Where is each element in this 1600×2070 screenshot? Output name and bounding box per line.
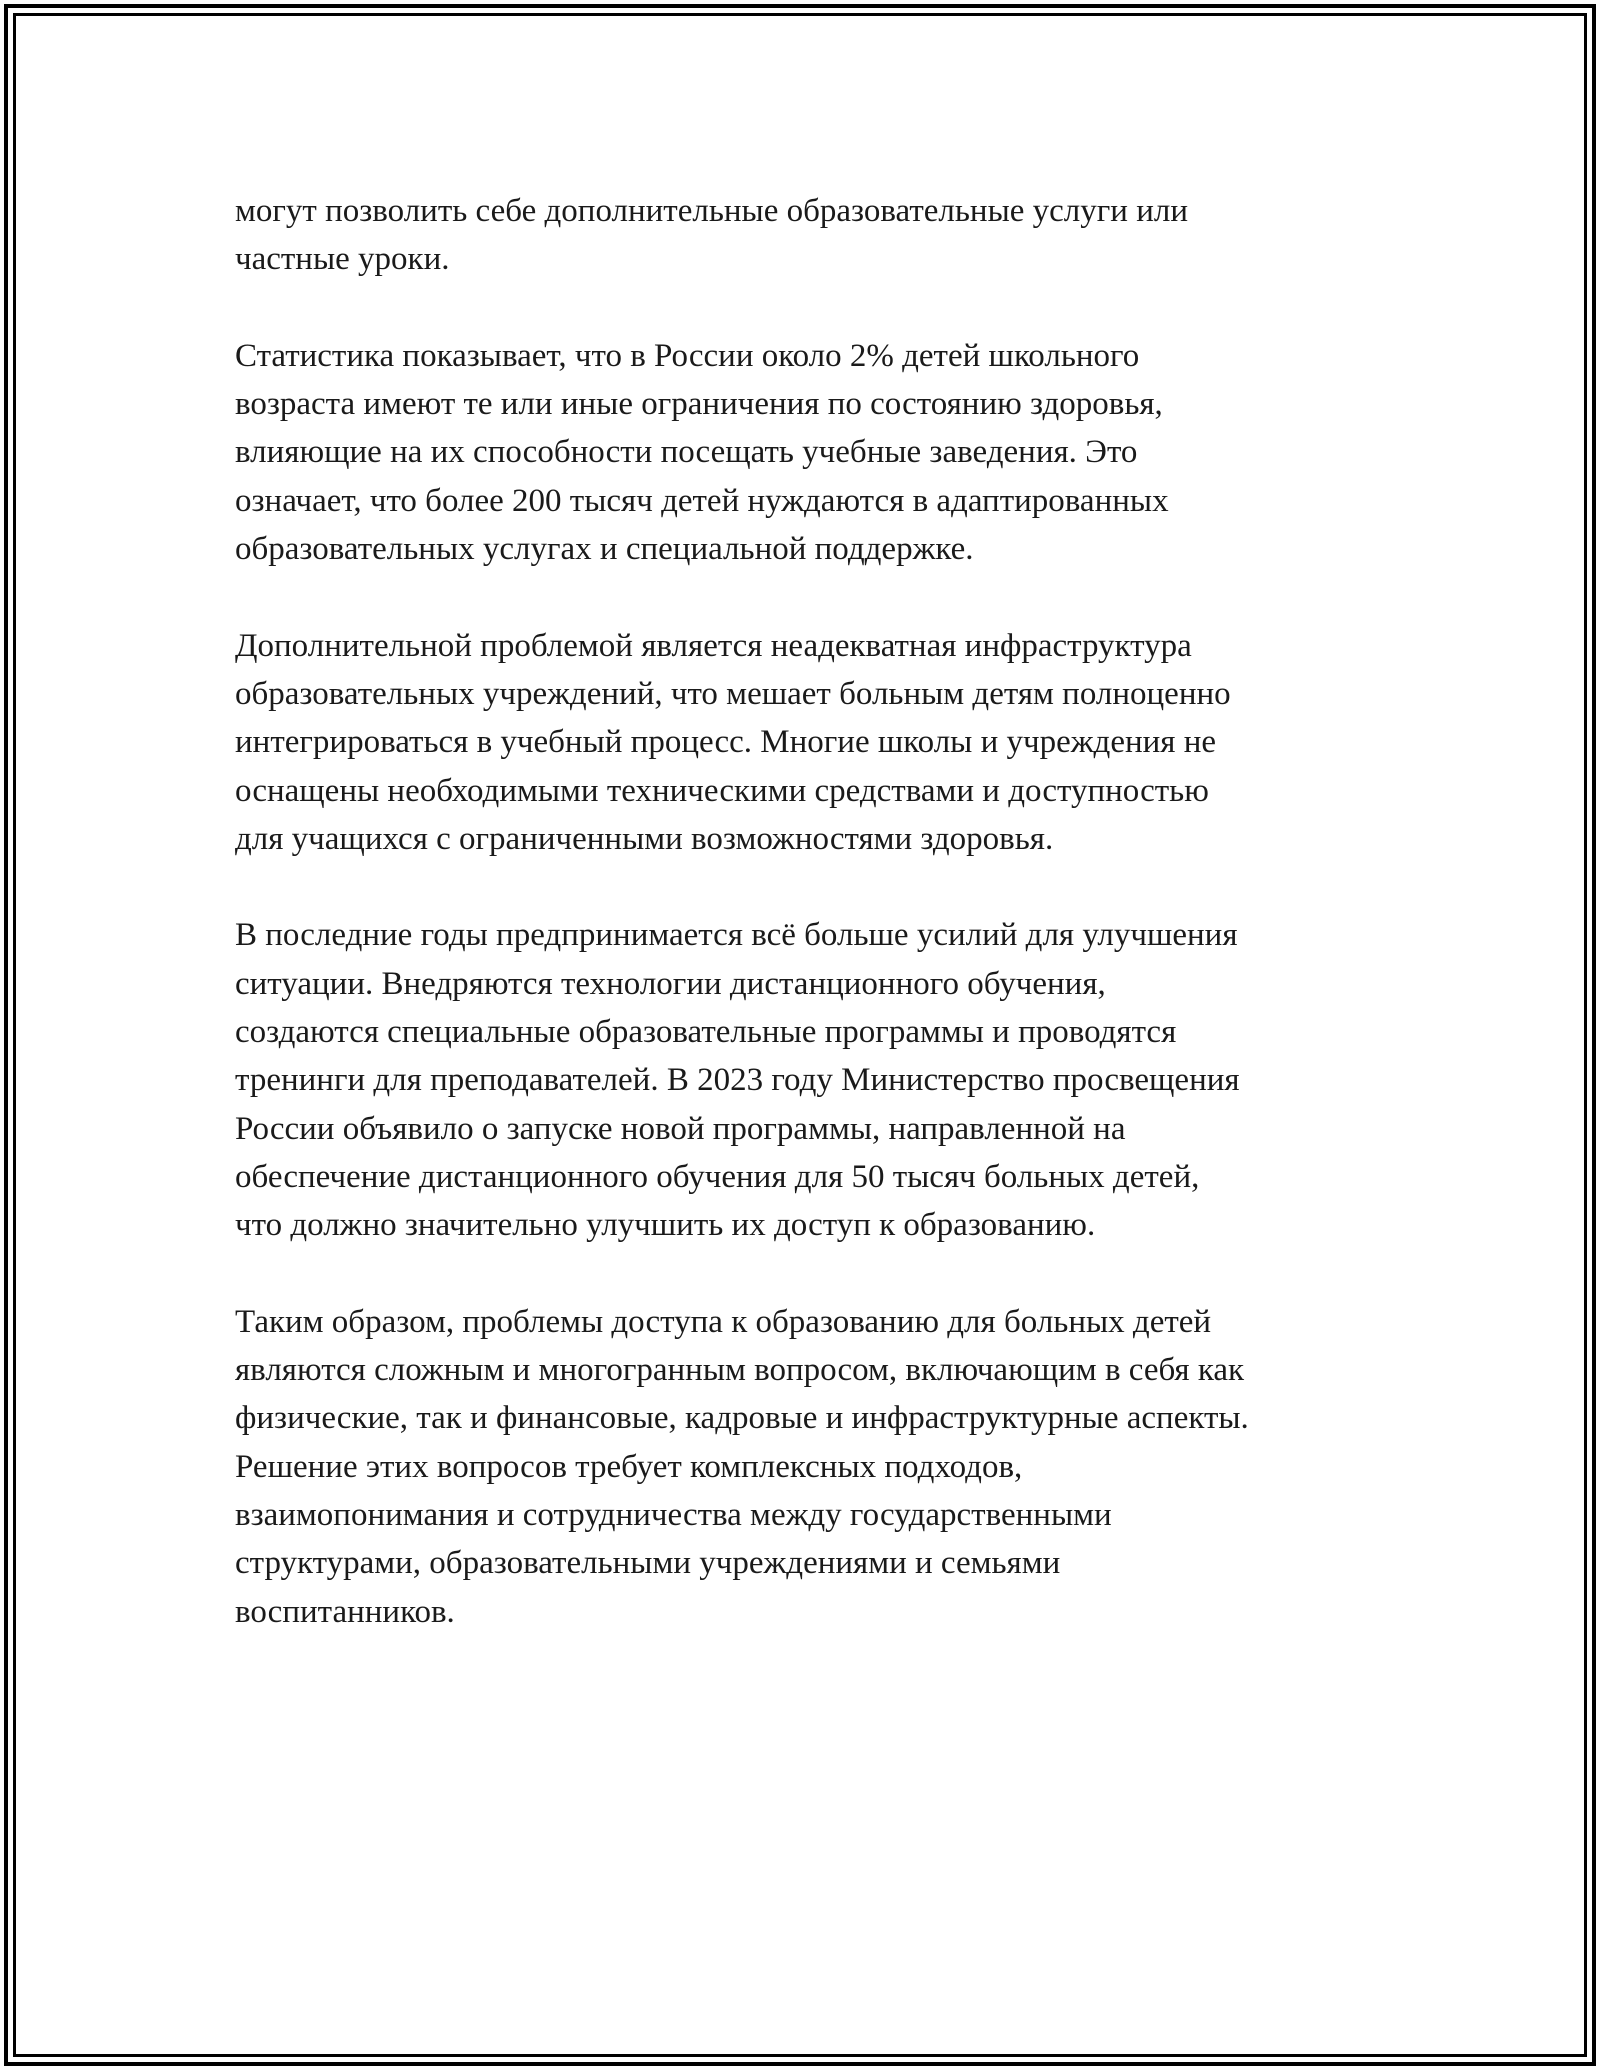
paragraph-infrastructure: Дополнительной проблемой является неадекватная инфраструктура образовательных учреждений, что мешает больным детям полноценно интегрироваться в учебный процесс. Многие школы и учреждения не оснащены необходимыми техническими средствами и доступностью для учащихся с ограниченными возможностями здоровья. [235,627,1231,857]
paragraph-recent-efforts: В последние годы предпринимается всё больше усилий для улучшения ситуации. Внедряются технологии дистанционного обучения, создаются специальные образовательные программы и проводятся тренинги для преподавателей. В 2023 году Министерство просвещения России объявило о запуске новой программы, направленной на обеспечение дистанционного обучения для 50 тысяч больных детей, что должно значительно улучшить их доступ к образованию. [235,917,1240,1244]
paragraph-conclusion: Таким образом, проблемы доступа к образованию для больных детей являются сложным и многогранным вопросом, включающим в себя как физические, так и финансовые, кадровые и инфраструктурные аспекты. Решение этих вопросов требует комплексных подходов, взаимопонимания и сотрудничества между государственными структурами, образовательными учреждениями и семьями воспитанников. [235,1303,1249,1630]
document-body [235,187,1395,1684]
paragraph-continuation: могут позволить себе дополнительные образовательные услуги или частные уроки. [235,193,1189,278]
paragraph-statistics: Статистика показывает, что в России около 2% детей школьного возраста имеют те или иные ограничения по состоянию здоровья, влияющие на их способности посещать учебные заведения. Это означает, что более 200 тысяч детей нуждаются в адаптированных образовательных услугах и специальной поддержке. [235,337,1169,568]
